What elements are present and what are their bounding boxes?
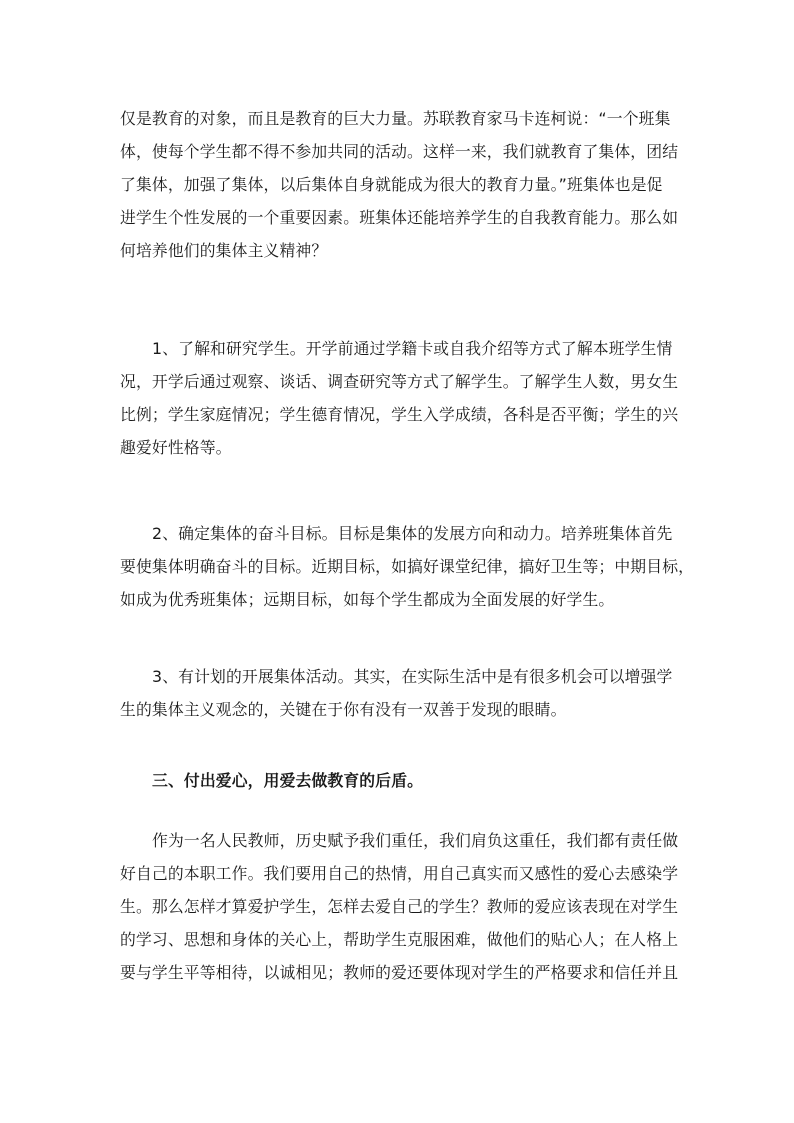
text-line: 要使集体明确奋斗的目标。近期目标，如搞好课堂纪律，搞好卫生等；中期目标， xyxy=(120,557,695,576)
text-line: 2、确定集体的奋斗目标。目标是集体的发展方向和动力。培养班集体首先 xyxy=(152,524,673,543)
paragraph-intro xyxy=(120,102,679,267)
text-line: 进学生个性发展的一个重要因素。班集体还能培养学生的自我教育能力。那么如 xyxy=(120,208,679,227)
text-line: 的学习、思想和身体的关心上，帮助学生克服困难，做他们的贴心人；在人格上 xyxy=(120,930,679,949)
text-line: 好自己的本职工作。我们要用自己的热情，用自己真实而又感性的爱心去感染学 xyxy=(120,864,679,883)
paragraph-point-2 xyxy=(120,517,695,616)
section-heading xyxy=(120,764,676,797)
heading-line: 三、付出爱心，用爱去做教育的后盾。 xyxy=(152,771,424,790)
text-line: 要与学生平等相待，以诚相见；教师的爱还要体现对学生的严格要求和信任并且 xyxy=(120,963,679,982)
text-line: 况，开学后通过观察、谈话、调查研究等方式了解学生。了解学生人数，男女生 xyxy=(120,372,679,391)
text-line: 比例；学生家庭情况；学生德育情况，学生入学成绩，各科是否平衡；学生的兴 xyxy=(120,405,679,424)
text-line: 了集体，加强了集体，以后集体自身就能成为很大的教育力量。”班集体也是促 xyxy=(120,175,663,194)
paragraph-point-1 xyxy=(120,332,679,464)
text-line: 1、了解和研究学生。开学前通过学籍卡或自我介绍等方式了解本班学生情 xyxy=(152,339,673,358)
text-line: 仅是教育的对象，而且是教育的巨大力量。苏联教育家马卡连柯说：“一个班集 xyxy=(120,109,671,128)
paragraph-point-3 xyxy=(120,660,676,726)
text-line: 趣爱好性格等。 xyxy=(120,438,232,457)
text-line: 生。那么怎样才算爱护学生，怎样去爱自己的学生？教师的爱应该表现在对学生 xyxy=(120,897,679,916)
text-line: 3、有计划的开展集体活动。其实，在实际生活中是有很多机会可以增强学 xyxy=(152,667,673,686)
text-line: 作为一名人民教师，历史赋予我们重任，我们肩负这重任，我们都有责任做 xyxy=(152,831,679,850)
text-line: 何培养他们的集体主义精神？ xyxy=(120,241,328,260)
text-line: 体，使每个学生都不得不参加共同的活动。这样一来，我们就教育了集体，团结 xyxy=(120,142,679,161)
text-line: 生的集体主义观念的，关键在于你有没有一双善于发现的眼睛。 xyxy=(120,700,567,719)
text-line: 如成为优秀班集体；远期目标，如每个学生都成为全面发展的好学生。 xyxy=(120,590,615,609)
paragraph-section-body xyxy=(120,824,679,989)
